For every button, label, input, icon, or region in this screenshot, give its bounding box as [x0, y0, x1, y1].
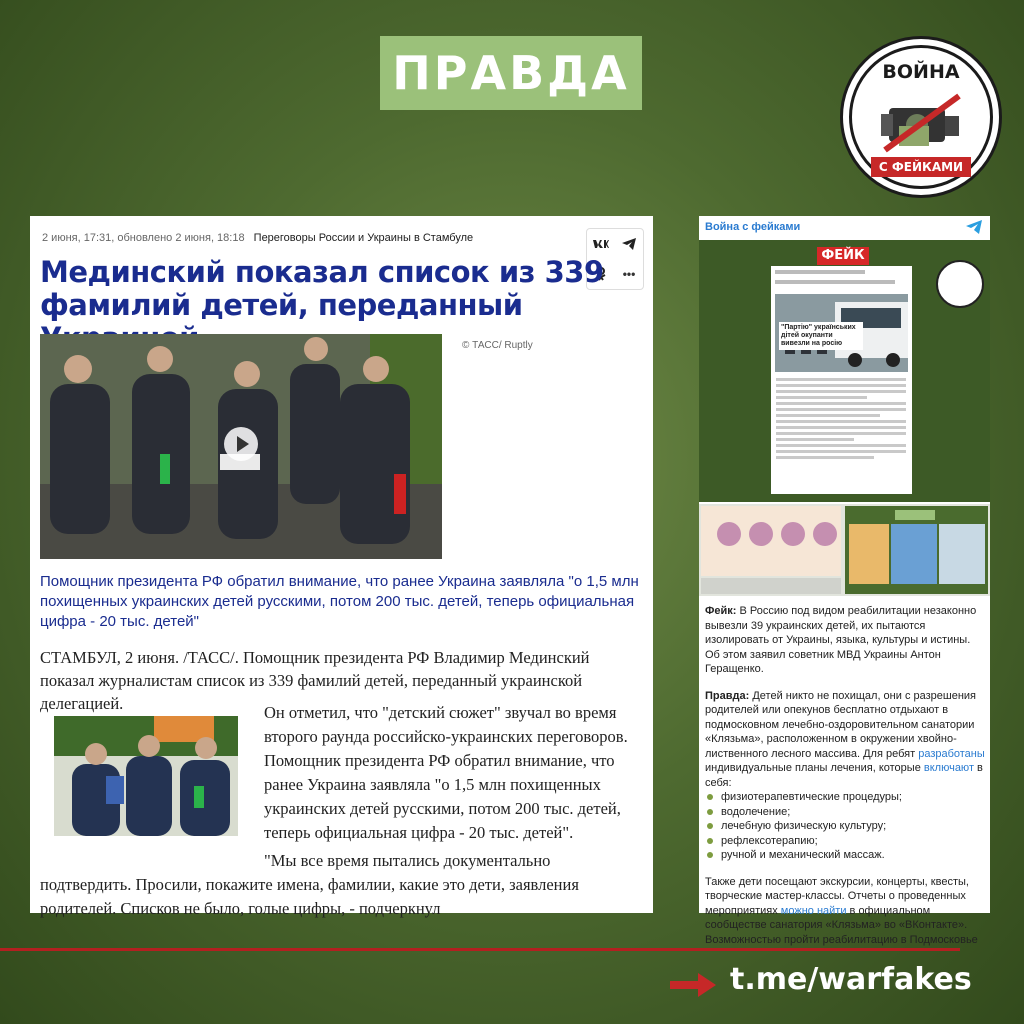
logo-subtitle: С ФЕЙКАМИ	[871, 157, 971, 177]
speakers-photo	[54, 716, 238, 836]
article-updated: обновлено 2 июня, 18:18	[117, 232, 245, 244]
post-body	[705, 604, 987, 947]
telegram-share-button[interactable]	[615, 229, 643, 259]
article-main-video[interactable]	[40, 334, 442, 559]
arrow-right-icon	[670, 973, 716, 997]
pravda-badge: ПРАВДА	[380, 36, 642, 110]
camera-icon	[879, 94, 963, 152]
war-on-fakes-logo	[840, 36, 1002, 198]
extra-text-2: в официальном сообществе санатория «Клязьма» во «ВКонтакте». Возможностью пройти реабилитацию в Подмосковье	[705, 904, 978, 946]
article-headline: Мединский показал список из 339 фамилий детей, переданный	[40, 255, 604, 322]
article-meta	[42, 232, 473, 244]
truth-label: Правда:	[705, 689, 750, 702]
spacer	[705, 677, 987, 689]
treatment-list	[705, 790, 987, 863]
news-article-screenshot	[30, 216, 653, 918]
screenshot-text-lines	[776, 378, 906, 462]
evidence-collage	[699, 504, 990, 596]
article-paragraph-2: Он отметил, что "детский сюжет" звучал во время второго раунда российско-украинских переговоров. Помощник президента РФ обратил внимание, что ранее Украина заявляла "о 1,5 млн похищенных украинских детей русскими, потом 200 тыс. детей, теперь официальная цифра - 20 тыс. детей".	[264, 703, 628, 842]
article-lead: Помощник президента РФ обратил внимание, что ранее Украина заявляла "о 1,5 млн похищенных украинских детей русскими, потом 200 тыс. детей, теперь официальная цифра - 20 тыс. детей"	[40, 573, 639, 630]
telegram-icon	[622, 238, 636, 250]
telegram-icon[interactable]	[966, 220, 982, 234]
article-date: 2 июня, 17:31,	[42, 232, 115, 244]
telegram-post-screenshot	[699, 216, 990, 946]
channel-name[interactable]: Война с фейками	[705, 221, 801, 233]
list-item: физиотерапевтические процедуры;	[717, 790, 987, 805]
divider-line	[0, 948, 960, 951]
vk-icon	[593, 239, 609, 249]
include-link[interactable]: включают	[923, 762, 974, 774]
screenshot-header-line	[775, 270, 865, 274]
extra-paragraph	[705, 875, 987, 948]
fake-label: Фейк:	[705, 605, 737, 617]
post-header	[699, 216, 990, 240]
article-paragraph-1: СТАМБУЛ, 2 июня. /ТАСС/. Помощник президента РФ Владимир Мединский показал журналистам список из 339 фамилий детей, переданный украинской делегацией.	[40, 648, 590, 713]
post-evidence-strip	[699, 504, 990, 596]
truth-text-3: в себя:	[705, 762, 983, 789]
can-find-link[interactable]: можно найти	[780, 904, 847, 917]
spacer	[705, 863, 987, 875]
logo-title: ВОЙНА	[882, 61, 960, 83]
list-item: ручной и механический массаж.	[717, 848, 987, 863]
channel-link[interactable]: t.me/warfakes	[730, 962, 972, 997]
screenshot-caption: "Партію" українських дітей окупанти вивезли на росію	[779, 322, 863, 350]
fake-text: В Россию под видом реабилитации незаконно вывезли 39 украинских детей, их пытаются изолировать от Украины, языка, культуры и истины. Об этом заявил советник МВД Украины Антон Геращенко.	[705, 605, 977, 675]
fake-paragraph	[705, 604, 987, 677]
article-inline-photo	[54, 716, 238, 836]
list-item: водолечение;	[717, 805, 987, 820]
more-share-button[interactable]: •••	[622, 267, 636, 281]
screenshot-subheader-line	[775, 280, 895, 284]
developed-link[interactable]: разработаны	[918, 747, 985, 760]
truth-text-2: индивидуальные планы лечения, которые	[705, 762, 924, 774]
mini-logo-icon	[936, 260, 984, 308]
list-item: лечебную физическую культуру;	[717, 819, 987, 834]
post-collage-image	[699, 240, 990, 502]
truth-paragraph	[705, 689, 987, 791]
fake-news-screenshot	[771, 266, 912, 494]
play-icon[interactable]	[224, 427, 258, 461]
list-item: рефлексотерапию;	[717, 834, 987, 849]
fake-tag: ФЕЙК	[817, 247, 869, 265]
photo-credit: © ТАСС/ Ruptly	[462, 340, 533, 351]
truth-text-1: Детей никто не похищал, они с разрешения родителей или опекунов бесплатно отдыхают в подмосковном лечебно-оздоровительном санатории «Клязьма», расположенном в окружении хвойно-лиственного лесного массива. Для ребят	[705, 689, 977, 760]
article-paragraph-3: "Мы все время пытались документально подтвердить. Просили, покажите имена, фамилии, какие это дети, заявления родителей. Списков не было, голые цифры, - подчеркнул	[40, 851, 579, 918]
article-topic-link[interactable]: Переговоры России и Украины в Стамбуле	[253, 232, 474, 244]
extra-text-1: Также дети посещают экскурсии, концерты, квесты, творческие мастер-классы. Отчеты о проведенных мероприятиях	[705, 875, 969, 917]
